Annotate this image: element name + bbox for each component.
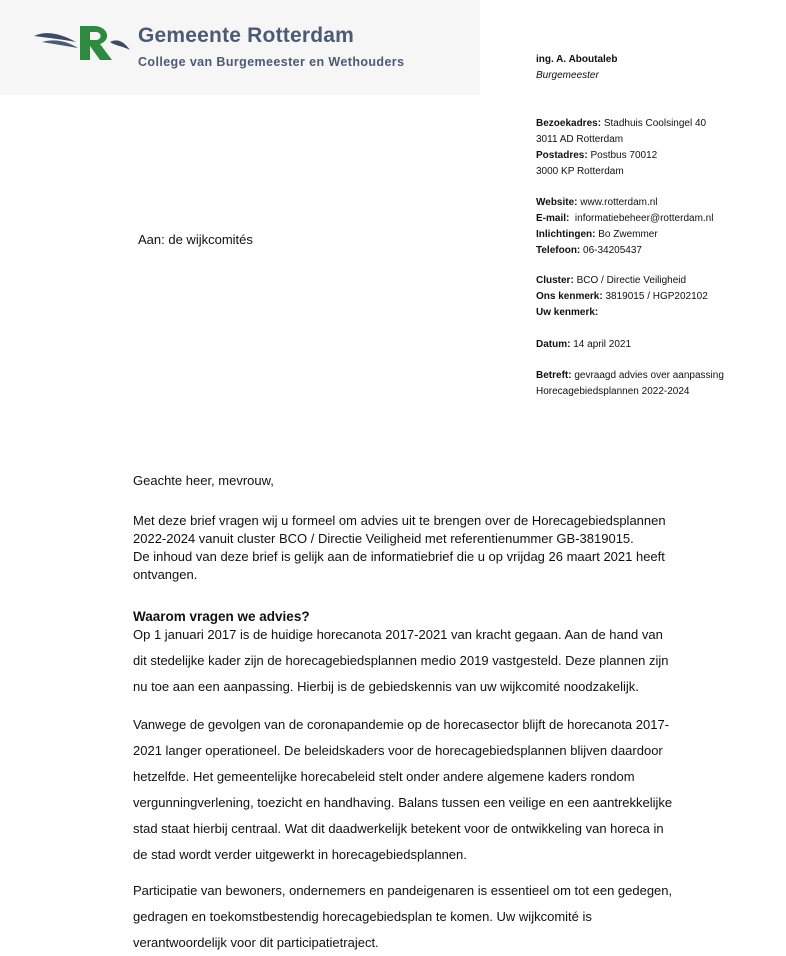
ons-kenmerk-label: Ons kenmerk: [536,291,603,302]
paragraph-2 [133,712,753,868]
bezoekadres-line2: 3011 AD Rotterdam [536,134,624,145]
sender-role: Burgemeester [536,70,599,81]
paragraph-line: vergunningverlening, toezicht en handhaving. Balans tussen een veilige en een aantrekkelijke [133,795,673,810]
datum-label: Datum: [536,339,571,350]
intro-line: ontvangen. [133,567,198,582]
ons-kenmerk-line [536,289,776,305]
uw-kenmerk-line [536,305,776,321]
betreft-block [536,368,776,400]
section-heading: Waarom vragen we advies? [133,609,310,624]
addressee: Aan: de wijkcomités [138,232,253,247]
intro-line: 2022-2024 vanuit cluster BCO / Directie Veiligheid met referentienummer GB-3819015. [133,531,634,546]
website-label: Website: [536,197,578,208]
postadres-value: Postbus 70012 [590,150,658,161]
intro-line: Met deze brief vragen wij u formeel om advies uit te brengen over de Horecagebiedsplannen [133,513,666,528]
paragraph-line: Participatie van bewoners, ondernemers en pandeigenaren is essentieel om tot een gedegen, [133,883,673,898]
email-link[interactable]: informatiebeheer@rotterdam.nl [574,213,714,224]
website-link[interactable]: www.rotterdam.nl [580,197,658,208]
betreft-value: gevraagd advies over aanpassing [574,370,724,381]
postadres-label: Postadres: [536,150,588,161]
reference-block [536,273,776,321]
contact-details [536,195,776,259]
telefoon-label: Telefoon: [536,245,581,256]
intro-paragraph [133,512,753,584]
paragraph-line: de stad wordt verder uitgewerkt in horecagebiedsplannen. [133,847,467,862]
paragraph-line: gedragen en toekomstbestendig horecagebiedsplan te komen. Uw wijkcomité is [133,909,592,924]
salutation: Geachte heer, mevrouw, [133,473,274,488]
postadres-line [536,148,776,164]
inlichtingen-line [536,227,776,243]
telefoon-value: 06-34205437 [583,245,642,256]
uw-kenmerk-label: Uw kenmerk: [536,307,599,318]
paragraph-1 [133,622,753,700]
contact-block [536,116,776,180]
betreft-label: Betreft: [536,370,572,381]
bezoekadres-line [536,116,776,132]
inlichtingen-value: Bo Zwemmer [598,229,658,240]
postadres-line2: 3000 KP Rotterdam [536,166,624,177]
cluster-label: Cluster: [536,275,574,286]
sender-name: ing. A. Aboutaleb [536,54,618,65]
cluster-value: BCO / Directie Veiligheid [576,275,687,286]
email-label: E-mail: [536,213,570,224]
email-line [536,211,776,227]
org-name: Gemeente Rotterdam [138,24,354,47]
cluster-line [536,273,776,289]
bezoekadres-value: Stadhuis Coolsingel 40 [603,118,707,129]
paragraph-line: stad staat hierbij centraal. Wat dit daadwerkelijk betekent voor de ontwikkeling van horeca in [133,821,664,836]
ons-kenmerk-value: 3819015 / HGP202102 [605,291,708,302]
paragraph-line: Op 1 januari 2017 is de huidige horecanota 2017-2021 van kracht gegaan. Aan de hand van [133,627,663,642]
org-subtitle: College van Burgemeester en Wethouders [138,55,405,69]
paragraph-line: Vanwege de gevolgen van de coronapandemie op de horecasector blijft de horecanota 2017- [133,717,670,732]
datum-line [536,337,776,353]
telefoon-line [536,243,776,259]
website-line [536,195,776,211]
datum-value: 14 april 2021 [573,339,632,350]
paragraph-line: hetzelfde. Het gemeentelijke horecabeleid stelt onder andere algemene kaders rondom [133,769,635,784]
rotterdam-logo-icon [32,20,132,62]
bezoekadres-label: Bezoekadres: [536,118,602,129]
betreft-line [536,368,776,384]
paragraph-line: verantwoordelijk voor dit participatietraject. [133,935,379,950]
letterhead [0,0,480,95]
paragraph-line: 2021 langer operationeel. De beleidskaders voor de horecagebiedsplannen blijven daardoor [133,743,663,758]
paragraph-line: dit stedelijke kader zijn de horecagebiedsplannen medio 2019 vastgesteld. Deze plannen zijn [133,653,669,668]
inlichtingen-label: Inlichtingen: [536,229,596,240]
paragraph-3 [133,878,753,956]
intro-line: De inhoud van deze brief is gelijk aan de informatiebrief die u op vrijdag 26 maart 2021 heeft [133,549,665,564]
paragraph-line: nu toe aan een aanpassing. Hierbij is de gebiedskennis van uw wijkcomité noodzakelijk. [133,679,639,694]
betreft-line2: Horecagebiedsplannen 2022-2024 [536,386,690,397]
